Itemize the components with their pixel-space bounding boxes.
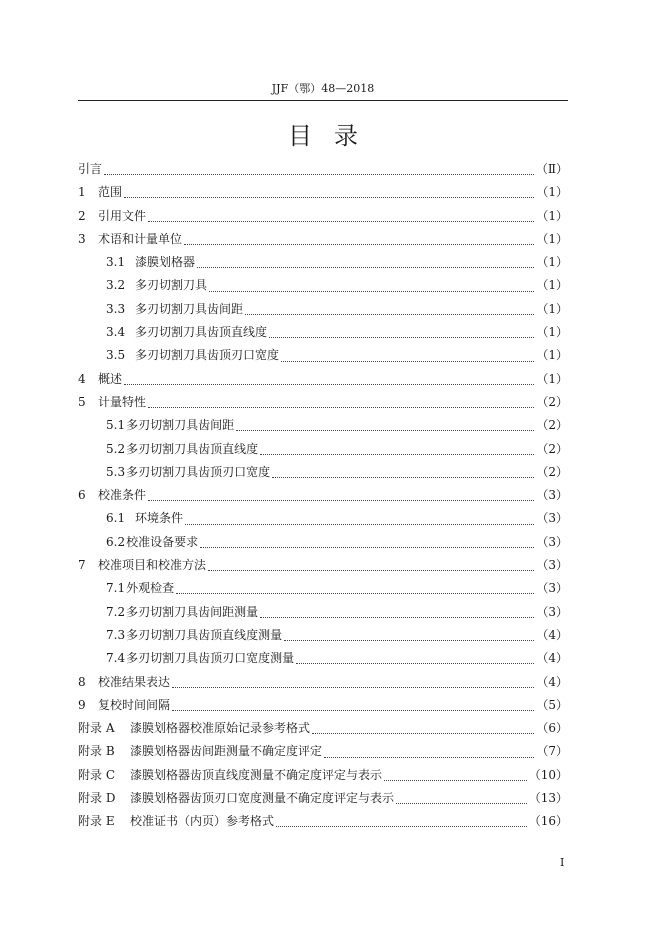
toc-entry[interactable]: [78, 577, 568, 600]
toc-entry-label: 校准证书（内页）参考格式: [130, 814, 275, 829]
dot-leader: [148, 500, 534, 501]
toc-entry[interactable]: [78, 507, 568, 530]
toc-entry-label: 漆膜划格器齿顶刃口宽度测量不确定度评定与表示: [130, 791, 395, 806]
toc-entry-page: （13）: [528, 791, 568, 806]
toc-entry-page: （1）: [536, 348, 568, 363]
toc-entry-number: 5: [78, 394, 86, 409]
toc-entry-number: 附录 D: [78, 791, 116, 806]
toc-entry[interactable]: [78, 787, 568, 810]
toc-entry-page: （3）: [536, 558, 568, 573]
toc-entry-number: 3.3: [106, 301, 126, 316]
toc-entry-number: 附录 E: [78, 814, 115, 829]
dot-leader: [284, 640, 534, 641]
toc-entry-number: 7.2: [106, 604, 126, 619]
toc-entry-label: 外观检查: [126, 581, 175, 596]
toc-entry-number: 3: [78, 231, 86, 246]
toc-entry-page: （2）: [536, 394, 568, 409]
toc-entry[interactable]: [78, 717, 568, 740]
toc-entry-label: 环境条件: [135, 511, 184, 526]
toc-entry[interactable]: [78, 810, 568, 833]
table-of-contents: [78, 158, 568, 834]
toc-entry[interactable]: [78, 368, 568, 391]
toc-entry-page: （2）: [536, 418, 568, 433]
toc-entry[interactable]: [78, 624, 568, 647]
toc-entry-number: 5.1: [106, 418, 126, 433]
toc-entry-page: （3）: [536, 581, 568, 596]
toc-entry[interactable]: [78, 205, 568, 228]
toc-entry-page: （1）: [536, 371, 568, 386]
toc-entry[interactable]: [78, 158, 568, 181]
toc-entry[interactable]: [78, 274, 568, 297]
toc-entry[interactable]: [78, 414, 568, 437]
toc-entry-number: 9: [78, 697, 86, 712]
toc-entry-page: （2）: [536, 441, 568, 456]
toc-entry-label: 多刃切割刀具齿顶直线度: [135, 325, 268, 340]
toc-entry-number: 附录 A: [78, 721, 115, 736]
dot-leader: [200, 547, 534, 548]
page-number: I: [560, 856, 565, 869]
dot-leader: [185, 524, 534, 525]
toc-entry-page: （1）: [536, 231, 568, 246]
toc-entry[interactable]: [78, 484, 568, 507]
dot-leader: [260, 454, 534, 455]
toc-entry-label: 漆膜划格器齿间距测量不确定度评定: [130, 744, 323, 759]
toc-entry-label: 多刃切割刀具齿顶直线度: [126, 441, 259, 456]
dot-leader: [124, 197, 534, 198]
dot-leader: [172, 710, 534, 711]
toc-entry-label: 多刃切割刀具齿间距: [135, 301, 244, 316]
toc-entry-page: （4）: [536, 627, 568, 642]
toc-entry-page: （7）: [536, 744, 568, 759]
toc-entry[interactable]: [78, 694, 568, 717]
toc-entry-label: 多刃切割刀具: [135, 278, 208, 293]
toc-entry[interactable]: [78, 391, 568, 414]
dot-leader: [104, 174, 534, 175]
toc-entry[interactable]: [78, 344, 568, 367]
toc-entry-page: （4）: [536, 651, 568, 666]
dot-leader: [236, 430, 534, 431]
dot-leader: [384, 780, 527, 781]
toc-entry-label: 漆膜划格器校准原始记录参考格式: [130, 721, 311, 736]
dot-leader: [208, 570, 534, 571]
toc-entry-number: 3.1: [106, 255, 126, 270]
toc-entry-page: （1）: [536, 208, 568, 223]
toc-entry-label: 多刃切割刀具齿顶刃口宽度测量: [126, 651, 295, 666]
toc-entry[interactable]: [78, 321, 568, 344]
toc-entry[interactable]: [78, 764, 568, 787]
toc-entry-number: 5.2: [106, 441, 126, 456]
toc-entry-label: 多刃切割刀具齿间距: [126, 418, 235, 433]
toc-entry[interactable]: [78, 601, 568, 624]
toc-entry-number: 7.3: [106, 627, 126, 642]
toc-entry-label: 引用文件: [98, 208, 147, 223]
toc-entry-label: 多刃切割刀具齿顶刃口宽度: [126, 464, 271, 479]
toc-entry-page: （16）: [528, 814, 568, 829]
toc-entry[interactable]: [78, 647, 568, 670]
toc-entry[interactable]: [78, 181, 568, 204]
toc-entry-page: （1）: [536, 185, 568, 200]
toc-entry-number: 7.4: [106, 651, 126, 666]
toc-entry-number: 3.2: [106, 278, 126, 293]
dot-leader: [324, 757, 534, 758]
toc-entry[interactable]: [78, 228, 568, 251]
toc-title: 目录: [288, 122, 380, 150]
toc-entry-number: 3.4: [106, 325, 126, 340]
toc-entry-label: 多刃切割刀具齿顶刃口宽度: [135, 348, 280, 363]
toc-entry-page: （3）: [536, 511, 568, 526]
toc-entry-label: 校准项目和校准方法: [98, 558, 207, 573]
dot-leader: [184, 244, 534, 245]
dot-leader: [269, 337, 534, 338]
toc-entry-page: （Ⅱ）: [535, 162, 568, 176]
toc-entry-page: （6）: [536, 721, 568, 736]
toc-entry-label: 多刃切割刀具齿间距测量: [126, 604, 259, 619]
dot-leader: [312, 733, 534, 734]
toc-entry-number: 7.1: [106, 581, 126, 596]
dot-leader: [176, 593, 534, 594]
document-code-header: JJF（鄂）48—2018: [271, 82, 375, 95]
toc-entry-page: （5）: [536, 697, 568, 712]
toc-entry-page: （1）: [536, 278, 568, 293]
toc-entry-page: （1）: [536, 255, 568, 270]
toc-entry-page: （1）: [536, 301, 568, 316]
toc-entry[interactable]: [78, 461, 568, 484]
toc-entry-label: 术语和计量单位: [98, 231, 183, 246]
toc-entry-number: 6.2: [106, 534, 126, 549]
toc-entry-page: （4）: [536, 674, 568, 689]
toc-entry-label: 漆膜划格器齿顶直线度测量不确定度评定与表示: [130, 767, 383, 782]
dot-leader: [296, 663, 534, 664]
toc-entry-label: 校准条件: [98, 488, 147, 503]
toc-entry-page: （3）: [536, 488, 568, 503]
dot-leader: [148, 407, 534, 408]
dot-leader: [396, 803, 527, 804]
toc-entry-number: 1: [78, 185, 86, 200]
toc-entry-page: （10）: [528, 767, 568, 782]
toc-entry-label: 复校时间间隔: [98, 697, 171, 712]
toc-entry-label: 漆膜划格器: [135, 255, 196, 270]
toc-entry[interactable]: [78, 251, 568, 274]
toc-entry-number: 附录 C: [78, 767, 115, 782]
toc-entry-page: （3）: [536, 604, 568, 619]
dot-leader: [124, 384, 534, 385]
toc-entry[interactable]: [78, 554, 568, 577]
toc-entry-page: （3）: [536, 534, 568, 549]
toc-entry[interactable]: [78, 740, 568, 763]
toc-entry[interactable]: [78, 298, 568, 321]
toc-entry-number: 4: [78, 371, 86, 386]
toc-entry[interactable]: [78, 671, 568, 694]
dot-leader: [172, 687, 534, 688]
toc-entry-number: 7: [78, 558, 86, 573]
toc-entry-number: 2: [78, 208, 86, 223]
dot-leader: [197, 267, 534, 268]
dot-leader: [272, 477, 534, 478]
toc-entry[interactable]: [78, 531, 568, 554]
dot-leader: [281, 361, 534, 362]
toc-entry-label: 校准结果表达: [98, 674, 171, 689]
toc-entry-page: （1）: [536, 325, 568, 340]
toc-entry[interactable]: [78, 438, 568, 461]
header-rule: [78, 100, 568, 101]
dot-leader: [209, 291, 534, 292]
toc-entry-label: 计量特性: [98, 394, 147, 409]
toc-entry-label: 多刃切割刀具齿顶直线度测量: [126, 627, 283, 642]
toc-entry-label: 范围: [98, 185, 123, 200]
toc-entry-label: 概述: [98, 371, 123, 386]
toc-entry-number: 8: [78, 674, 86, 689]
toc-entry-number: 6.1: [106, 511, 126, 526]
toc-entry-number: 附录 B: [78, 744, 115, 759]
toc-entry-page: （2）: [536, 464, 568, 479]
toc-entry-label: 引言: [78, 162, 103, 176]
dot-leader: [245, 314, 534, 315]
dot-leader: [276, 826, 527, 827]
dot-leader: [148, 221, 534, 222]
toc-entry-label: 校准设备要求: [126, 534, 199, 549]
toc-entry-number: 6: [78, 488, 86, 503]
toc-entry-number: 5.3: [106, 464, 126, 479]
toc-entry-number: 3.5: [106, 348, 126, 363]
dot-leader: [260, 617, 534, 618]
